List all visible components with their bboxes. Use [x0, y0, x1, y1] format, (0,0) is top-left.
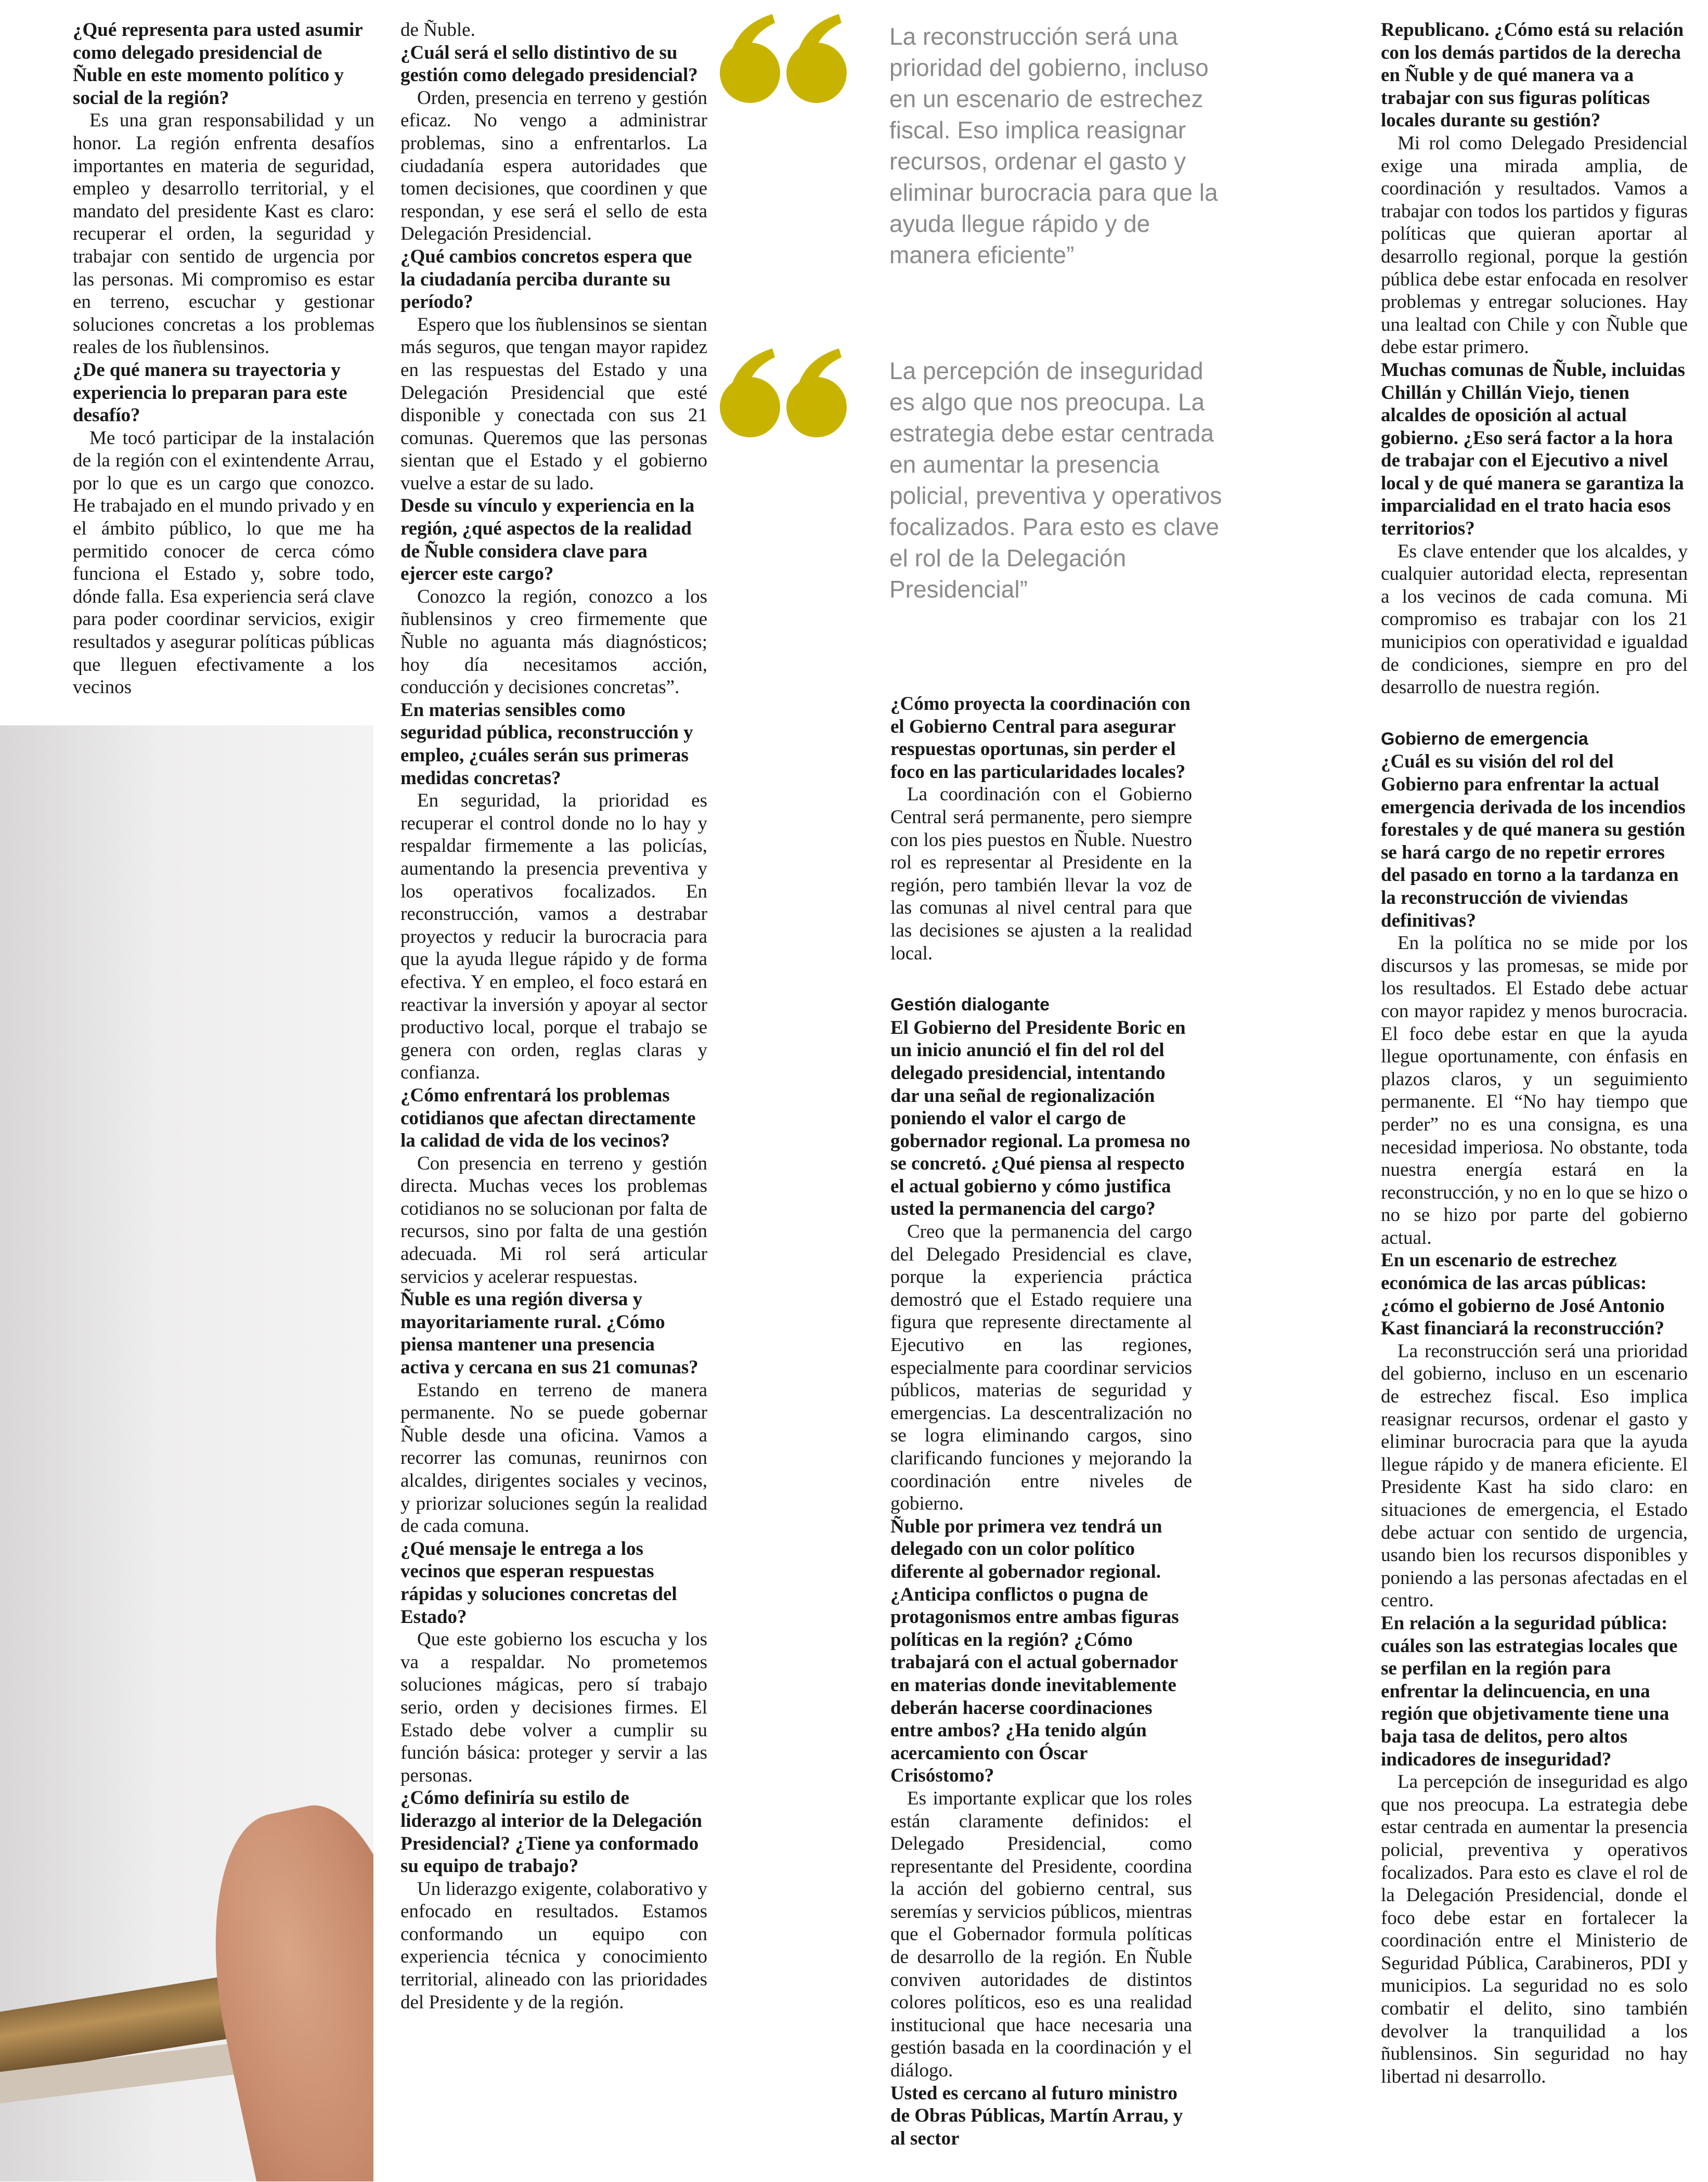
interview-answer: Me tocó participar de la instalación de la región con el exintendente Arrau, por lo que es un cargo que conozco. He trabajado en el mundo privado y en el ámbito público, lo que me ha permitido conocer de cerca cómo funciona el Estado y, sobre todo, dónde falla. Esa experiencia será clave para poder coordinar servicios, exigir resultados y asegurar políticas públicas que lleguen efectivamente a los vecinos [73, 427, 374, 698]
interview-question: Muchas comunas de Ñuble, incluidas Chillán y Chillán Viejo, tienen alcaldes de oposición al actual gobierno. ¿Eso será factor a la hora de trabajar con el Ejecutivo a nivel local y de qué manera se garantiza la imparcialidad en el trato hacia esos territorios? [1381, 359, 1685, 540]
text-column-1 [73, 19, 374, 699]
interview-question: El Gobierno del Presidente Boric en un inicio anunció el fin del rol del delegado presidencial, intentando dar una señal de regionalización poniendo el valor el cargo de gobernador regional. La promesa no se concretó. ¿Qué piensa al respecto el actual gobierno y cómo justifica usted la permanencia del cargo? [890, 1017, 1191, 1220]
interview-answer: Conozco la región, conozco a los ñublensinos y creo firmemente que Ñuble no aguanta más diagnósticos; hoy día necesitamos acción, conducción y decisiones concretas”. [400, 586, 707, 698]
interview-question: Usted es cercano al futuro ministro de Obras Públicas, Martín Arrau, y al sector [890, 2082, 1183, 2149]
interview-question: Ñuble es una región diversa y mayoritariamente rural. ¿Cómo piensa mantener una presencia activa y cercana en sus 21 comunas? [400, 1289, 698, 1379]
interview-answer: Orden, presencia en terreno y gestión eficaz. No vengo a administrar problemas, sino a enfrentarlos. La ciudadanía espera autoridades que tomen decisiones, que coordinen y que respondan, y ese será el sello de esta Delegación Presidencial. [400, 87, 707, 245]
interview-answer: La reconstrucción será una prioridad del gobierno, incluso en un escenario de estrechez fiscal. Eso implica reasignar recursos, ordenar el gasto y eliminar burocracia para que la ayuda llegue rápido y de manera eficiente. El Presidente Kast ha sido claro: en situaciones de emergencia, el Estado debe actuar con sentido de urgencia, usando bien los recursos disponibles y poniendo a las personas afectadas en el centro. [1381, 1340, 1688, 1612]
interview-question: ¿De qué manera su trayectoria y experiencia lo preparan para este desafío? [73, 359, 347, 426]
photo-shadow [0, 725, 156, 2181]
interview-answer: Un liderazgo exigente, colaborativo y enfocado en resultados. Estamos conformando un equipo con experiencia técnica y conocimiento territorial, alineado con las prioridades del Presidente y de la región. [400, 1878, 707, 2013]
text-column-2 [400, 19, 707, 2014]
interview-question: En un escenario de estrechez económica de las arcas públicas: ¿cómo el gobierno de José Antonio Kast financiará la reconstrucción? [1381, 1250, 1665, 1340]
interview-answer: Que este gobierno los escucha y los va a respaldar. No prometemos soluciones mágicas, pero sí trabajo serio, orden y decisiones firmes. El Estado debe volver a cumplir su función básica: proteger y servir a las personas. [400, 1629, 707, 1786]
interview-answer: Es importante explicar que los roles están claramente definidos: el Delegado Presidencial, como representante del Presidente, coordina la acción del gobierno central, sus seremías y servicios públicos, mientras que el Gobernador formula políticas de desarrollo de la región. En Ñuble conviven autoridades de distintos colores políticos, eso es una realidad institucional que hace necesaria una gestión basada en la coordinación y el diálogo. [890, 1787, 1192, 2082]
interview-answer: Creo que la permanencia del cargo del Delegado Presidencial es clave, porque la experiencia práctica demostró que el Estado requiere una figura que represente directamente al Ejecutivo en las regiones, especialmente para coordinar servicios públicos, materias de seguridad y emergencias. La descentralización no se logra eliminando cargos, sino clarificando funciones y mejorando la coordinación entre niveles de gobierno. [890, 1221, 1192, 1515]
section-heading: Gestión dialogante [890, 995, 1050, 1015]
quote-mark-icon [718, 11, 853, 105]
interview-answer: Es clave entender que los alcaldes, y cualquier autoridad electa, representan a los vecinos de cada comuna. Mi compromiso es trabajar con los 21 municipios con operatividad e igualdad de condiciones, siempre en pro del desarrollo de nuestra región. [1381, 540, 1688, 698]
interview-question: En relación a la seguridad pública: cuáles son las estrategias locales que se perfilan en la región para enfrentar la delincuencia, en una región que objetivamente tiene una baja tasa de delitos, pero altos indicadores de inseguridad? [1381, 1612, 1678, 1770]
interview-answer: Con presencia en terreno y gestión directa. Muchas veces los problemas cotidianos no se solucionan por falta de recursos, sino por falta de una gestión adecuada. Mi rol será articular servicios y acelerar respuestas. [400, 1152, 707, 1288]
interview-answer: Es una gran responsabilidad y un honor. La región enfrenta desafíos importantes en materia de seguridad, empleo y desarrollo territorial, y el mandato del presidente Kast es claro: recuperar el orden, la seguridad y trabajar con sentido de urgencia por las personas. Mi compromiso es estar en terreno, escuchar y gestionar soluciones concretas a los problemas reales de los ñublensinos. [73, 110, 374, 358]
interview-question: ¿Cómo enfrentará los problemas cotidianos que afectan directamente la calidad de vida de los vecinos? [400, 1084, 696, 1152]
interview-photo [0, 725, 373, 2181]
interview-answer: La coordinación con el Gobierno Central será permanente, pero siempre con los pies puestos en Ñuble. Nuestro rol es representar al Presidente en la región, pero también llevar la voz de las comunas al nivel central para que las decisiones se ajusten a la realidad local. [890, 784, 1192, 964]
continued-text: de Ñuble. [400, 19, 475, 41]
interview-question: ¿Qué representa para usted asumir como delegado presidencial de Ñuble en este momento político y social de la región? [73, 19, 363, 109]
pullquote-reconstruction: La reconstrucción será una prioridad del gobierno, incluso en un escenario de estrechez fiscal. Eso implica reasignar recursos, ordenar el gasto y eliminar burocracia para que la ayuda llegue rápido y de manera eficiente” [889, 23, 1218, 268]
interview-answer: En la política no se mide por los discursos y las promesas, se mide por los resultados. El Estado debe actuar con mayor rapidez y menos burocracia. El foco debe estar en que la ayuda llegue oportunamente, con énfasis en plazos claros, y un seguimiento permanente. El “No hay tiempo que perder” no es una consigna, es una necesidad imperiosa. No obstante, toda nuestra energía estará en la reconstrucción, y no en lo que se hizo o no se hizo por parte del gobierno actual. [1381, 932, 1688, 1249]
interview-question: Republicano. ¿Cómo está su relación con los demás partidos de la derecha en Ñuble y de qué manera va a trabajar con sus figuras políticas locales durante su gestión? [1381, 19, 1684, 132]
interview-question: ¿Cómo definiría su estilo de liderazgo al interior de la Delegación Presidencial? ¿Tiene ya conformado su equipo de trabajo? [400, 1787, 702, 1877]
pullquote-security: La percepción de inseguridad es algo que nos preocupa. La estrategia debe estar centrada en aumentar la presencia policial, preventiva y operativos focalizados. Para esto es clave el rol de la Delegación Presidencial” [889, 357, 1222, 603]
interview-question: Desde su vínculo y experiencia en la región, ¿qué aspectos de la realidad de Ñuble considera clave para ejercer este cargo? [400, 495, 695, 585]
interview-question: Ñuble por primera vez tendrá un delegado con un color político diferente al gobernador regional. ¿Anticipa conflictos o pugna de protagonismos entre ambas figuras políticas en la región? ¿Cómo trabajará con el actual gobernador en materias donde inevitablemente deberán hacerse coordinaciones entre ambos? ¿Ha tenido algún acercamiento con Óscar Crisóstomo? [890, 1515, 1179, 1787]
interview-answer: En seguridad, la prioridad es recuperar el control donde no lo hay y respaldar firmemente a las policías, aumentando la presencia preventiva y los operativos focalizados. En reconstrucción, vamos a destrabar proyectos y reducir la burocracia para que la ayuda llegue rápido y de forma efectiva. Y en empleo, el foco estará en reactivar la inversión y apoyar al sector productivo local, porque el trabajo se genera con orden, reglas claras y confianza. [400, 790, 707, 1084]
interview-answer: La percepción de inseguridad es algo que nos preocupa. La estrategia debe estar centrada en aumentar la presencia policial, preventiva y operativos focalizados. Para esto es clave el rol de la Delegación Presidencial, donde el foco debe estar en fortalecer la coordinación entre el Ministerio de Seguridad Pública, Carabineros, PDI y municipios. La seguridad no es solo combatir el delito, sino también devolver la tranquilidad a los ñublensinos. Sin seguridad no hay libertad ni desarrollo. [1381, 1771, 1688, 2087]
interview-question: ¿Qué mensaje le entrega a los vecinos que esperan respuestas rápidas y soluciones concretas del Estado? [400, 1538, 677, 1628]
interview-answer: Mi rol como Delegado Presidencial exige una mirada amplia, de coordinación y resultados. Vamos a trabajar con todos los partidos y figuras políticas que quieran aportar al desarrollo regional, porque la gestión pública debe estar enfocada en resolver problemas y entregar soluciones. Hay una lealtad con Chile y con Ñuble que debe estar primero. [1381, 132, 1688, 358]
interview-question: ¿Qué cambios concretos espera que la ciudadanía perciba durante su período? [400, 245, 692, 313]
interview-answer: Espero que los ñublensinos se sientan más seguros, que tengan mayor rapidez en las respuestas del Estado y una Delegación Presidencial que esté disponible y conectada con sus 21 comunas. Queremos que las personas sientan que el Estado y el gobierno vuelve a estar de su lado. [400, 314, 707, 494]
section-heading: Gobierno de emergencia [1381, 729, 1588, 749]
text-column-3 [890, 693, 1192, 2150]
interview-question: ¿Cuál es su visión del rol del Gobierno para enfrentar la actual emergencia derivada de los incendios forestales y de qué manera su gestión se hará cargo de no repetir errores del pasado en torno a la tardanza en la reconstrucción de viviendas definitivas? [1381, 751, 1686, 931]
interview-question: ¿Cuál será el sello distintivo de su gestión como delegado presidencial? [400, 42, 698, 86]
text-column-4 [1381, 19, 1688, 2088]
interview-question: ¿Cómo proyecta la coordinación con el Gobierno Central para asegurar respuestas oportunas, sin perder el foco en las particularidades locales? [890, 693, 1191, 783]
interview-question: En materias sensibles como seguridad pública, reconstrucción y empleo, ¿cuáles serán sus primeras medidas concretas? [400, 699, 693, 789]
interview-answer: Estando en terreno de manera permanente. No se puede gobernar Ñuble desde una oficina. Vamos a recorrer las comunas, reunirnos con alcaldes, dirigentes sociales y vecinos, y priorizar soluciones según la realidad de cada comuna. [400, 1379, 707, 1537]
quote-mark-icon [718, 346, 853, 439]
